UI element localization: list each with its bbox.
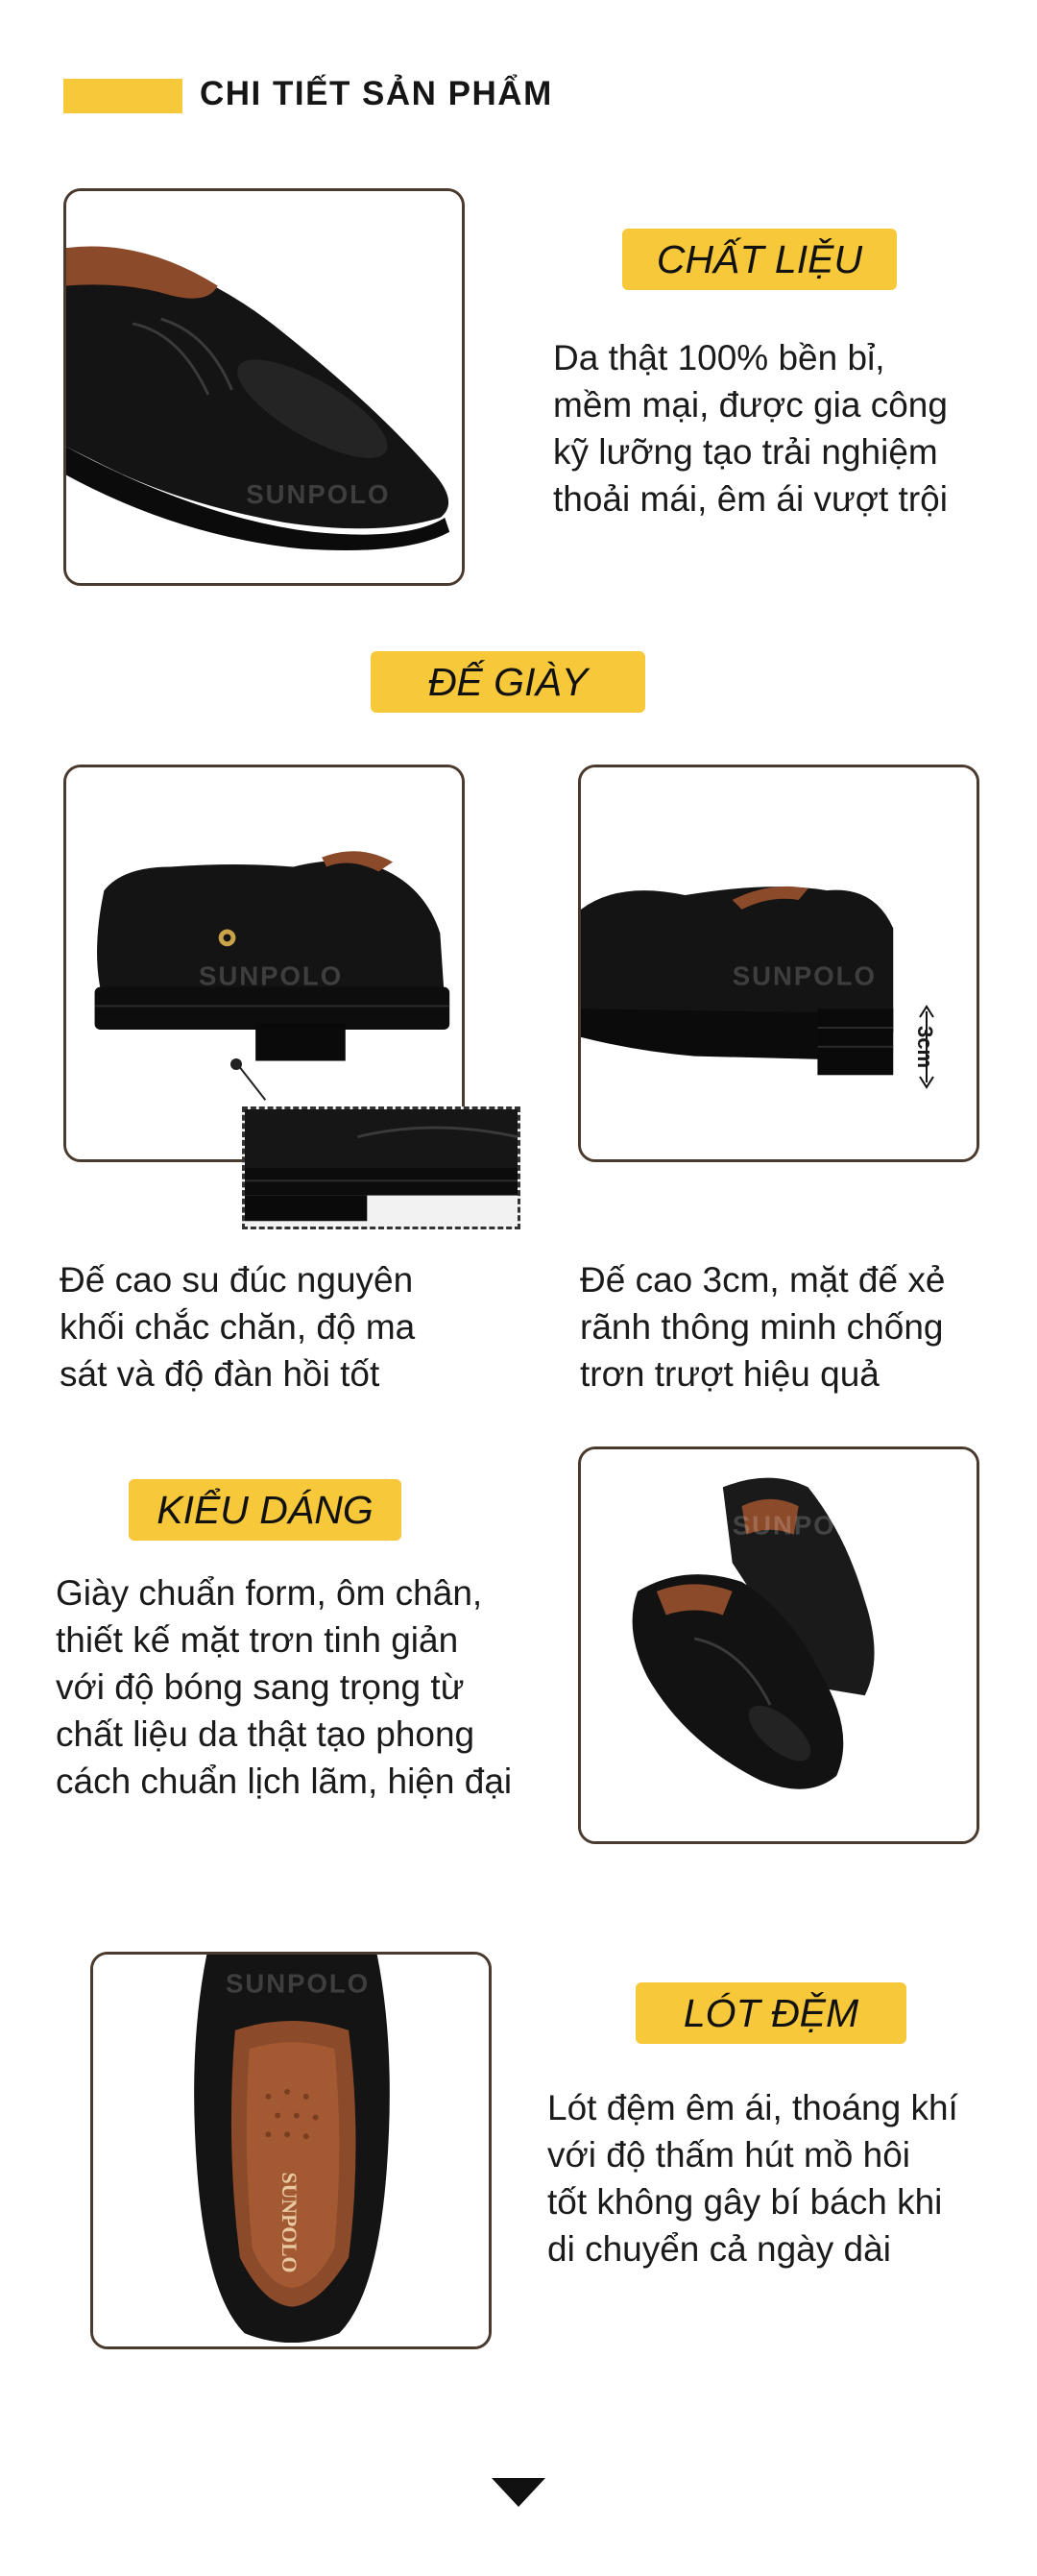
sole-right-line: Đế cao 3cm, mặt đế xẻ <box>580 1260 946 1300</box>
style-line: cách chuẩn lịch lãm, hiện đại <box>56 1762 513 1801</box>
material-line: thoải mái, êm ái vượt trội <box>553 479 948 519</box>
brand-watermark: SUNPOLO <box>732 1510 877 1541</box>
header-accent-bar <box>63 79 182 113</box>
brand-watermark: SUNPOLO <box>225 1968 371 1999</box>
sole-side-photo <box>63 765 465 1162</box>
brand-watermark: SUNPOLO <box>198 960 344 991</box>
material-line: kỹ lưỡng tạo trải nghiệm <box>553 432 938 472</box>
sole-left-description <box>60 1256 415 1397</box>
style-line: với độ bóng sang trọng từ <box>56 1667 465 1707</box>
material-description <box>553 334 948 522</box>
sole-zoom-detail <box>242 1106 520 1229</box>
brand-watermark: SUNPOLO <box>732 960 877 991</box>
sole-right-line: trơn trượt hiệu quả <box>580 1354 880 1394</box>
sole-right-description <box>580 1256 945 1397</box>
style-line: thiết kế mặt trơn tinh giản <box>56 1620 459 1660</box>
sole-left-line: sát và độ đàn hồi tốt <box>60 1354 380 1394</box>
height-measure-label: 3cm <box>913 1026 937 1069</box>
brand-watermark: SUNPOLO <box>246 479 391 510</box>
insole-line: tốt không gây bí bách khi <box>547 2182 943 2222</box>
insole-line: di chuyển cả ngày dài <box>547 2229 891 2269</box>
insole-photo <box>90 1952 492 2349</box>
insole-description <box>547 2084 958 2272</box>
sole-heel-photo <box>578 765 979 1162</box>
sole-right-line: rãnh thông minh chống <box>580 1307 944 1347</box>
material-line: mềm mại, được gia công <box>553 385 948 425</box>
material-line: Da thật 100% bền bỉ, <box>553 338 885 377</box>
down-triangle-icon[interactable] <box>492 2478 545 2507</box>
sole-left-line: Đế cao su đúc nguyên <box>60 1260 414 1300</box>
sole-left-line: khối chắc chăn, độ ma <box>60 1307 416 1347</box>
insole-brand-print: SUNPOLO <box>277 2172 301 2273</box>
material-photo <box>63 188 465 586</box>
page-title: CHI TIẾT SẢN PHẨM <box>200 75 553 112</box>
tag-sole: ĐẾ GIÀY <box>371 651 645 713</box>
insole-line: với độ thấm hút mồ hôi <box>547 2135 911 2175</box>
style-photo <box>578 1446 979 1844</box>
style-description <box>56 1569 512 1805</box>
style-line: Giày chuẩn form, ôm chân, <box>56 1573 483 1613</box>
tag-material: CHẤT LIỆU <box>622 229 897 290</box>
style-line: chất liệu da thật tạo phong <box>56 1714 475 1754</box>
tag-insole: LÓT ĐỆM <box>636 1982 906 2044</box>
insole-line: Lót đệm êm ái, thoáng khí <box>547 2088 958 2127</box>
tag-style: KIỂU DÁNG <box>129 1479 401 1541</box>
